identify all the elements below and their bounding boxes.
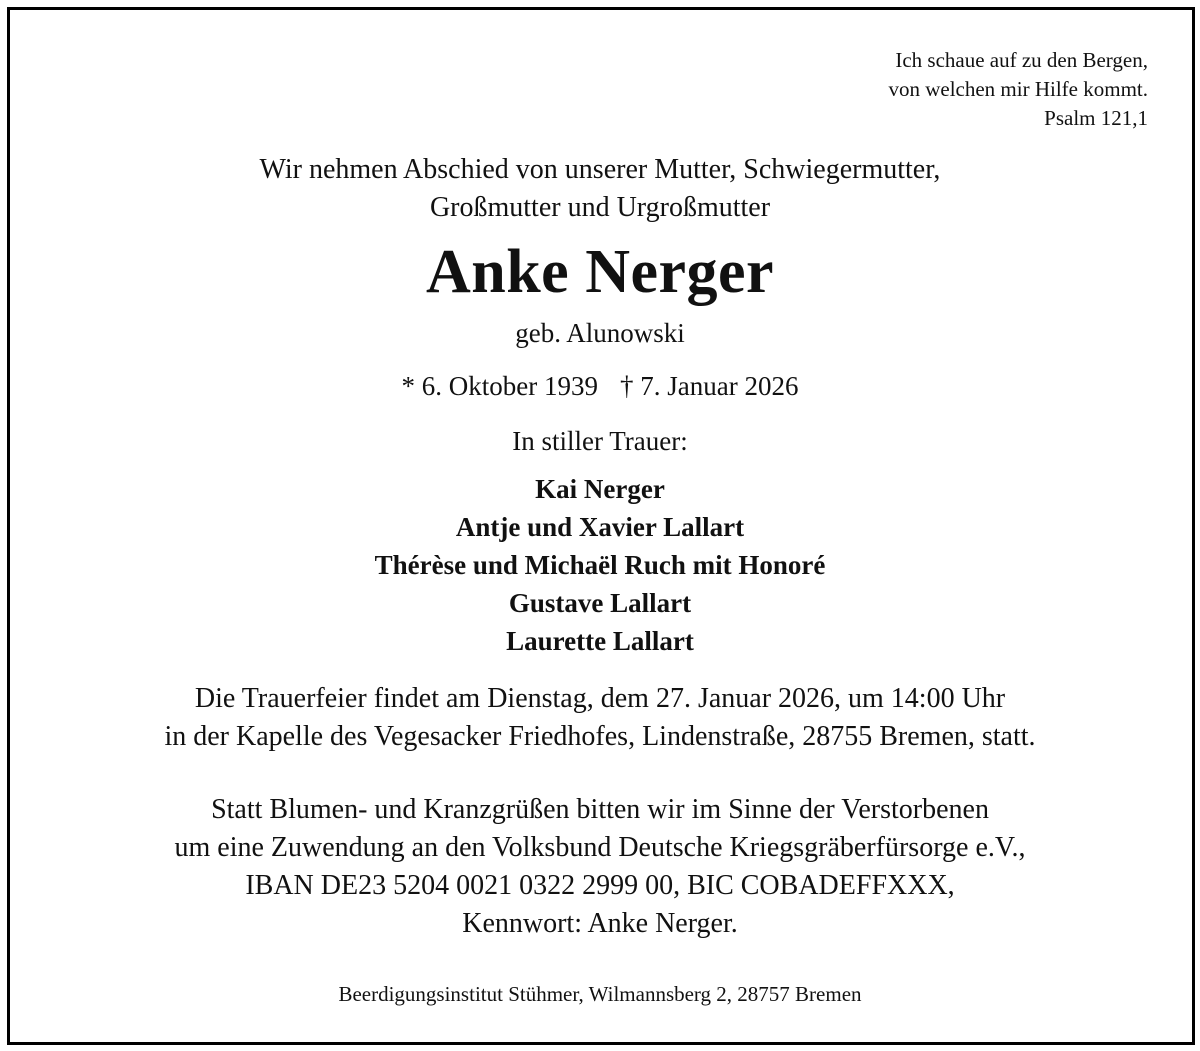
psalm-line-2: von welchen mir Hilfe kommt. — [888, 77, 1148, 101]
birth-name: geb. Alunowski — [515, 318, 685, 348]
donation-line-4: Kennwort: Anke Nerger. — [462, 908, 738, 939]
deceased-name: Anke Nerger — [425, 238, 775, 306]
donation-line-3: IBAN DE23 5204 0021 0322 2999 00, BIC COBADEFFXXX, — [245, 870, 955, 901]
service-line-2: in der Kapelle des Vegesacker Friedhofes, Lindenstraße, 28755 Bremen, statt. — [164, 721, 1036, 752]
mourners-list — [0, 470, 1200, 660]
service-line-1: Die Trauerfeier findet am Dienstag, dem 27. Januar 2026, um 14:00 Uhr — [194, 683, 1006, 714]
mourner: Laurette Lallart — [506, 626, 694, 656]
intro-line-2: Großmutter und Urgroßmutter — [429, 192, 771, 223]
psalm-reference: Psalm 121,1 — [1044, 106, 1148, 130]
undertaker-info: Beerdigungsinstitut Stühmer, Wilmannsberg 2, 28757 Bremen — [338, 982, 862, 1006]
mourner: Gustave Lallart — [508, 588, 692, 618]
mourner: Antje und Xavier Lallart — [455, 512, 745, 542]
donation-line-2: um eine Zuwendung an den Volksbund Deutsche Kriegsgräberfürsorge e.V., — [174, 832, 1026, 863]
mourning-label: In stiller Trauer: — [512, 426, 688, 456]
mourner: Kai Nerger — [535, 474, 665, 504]
life-dates — [0, 366, 1200, 406]
farewell-intro — [0, 151, 1200, 227]
mourner: Thérèse und Michaël Ruch mit Honoré — [374, 550, 826, 580]
donation-request — [0, 791, 1200, 943]
funeral-service-info — [0, 680, 1200, 756]
psalm-quote — [888, 46, 1148, 133]
donation-line-1: Statt Blumen- und Kranzgrüßen bitten wir im Sinne der Verstorbenen — [211, 794, 989, 825]
death-date: † 7. Januar 2026 — [620, 371, 799, 401]
psalm-line-1: Ich schaue auf zu den Bergen, — [895, 48, 1148, 72]
intro-line-1: Wir nehmen Abschied von unserer Mutter, Schwiegermutter, — [259, 154, 941, 185]
birth-date: * 6. Oktober 1939 — [401, 371, 598, 401]
